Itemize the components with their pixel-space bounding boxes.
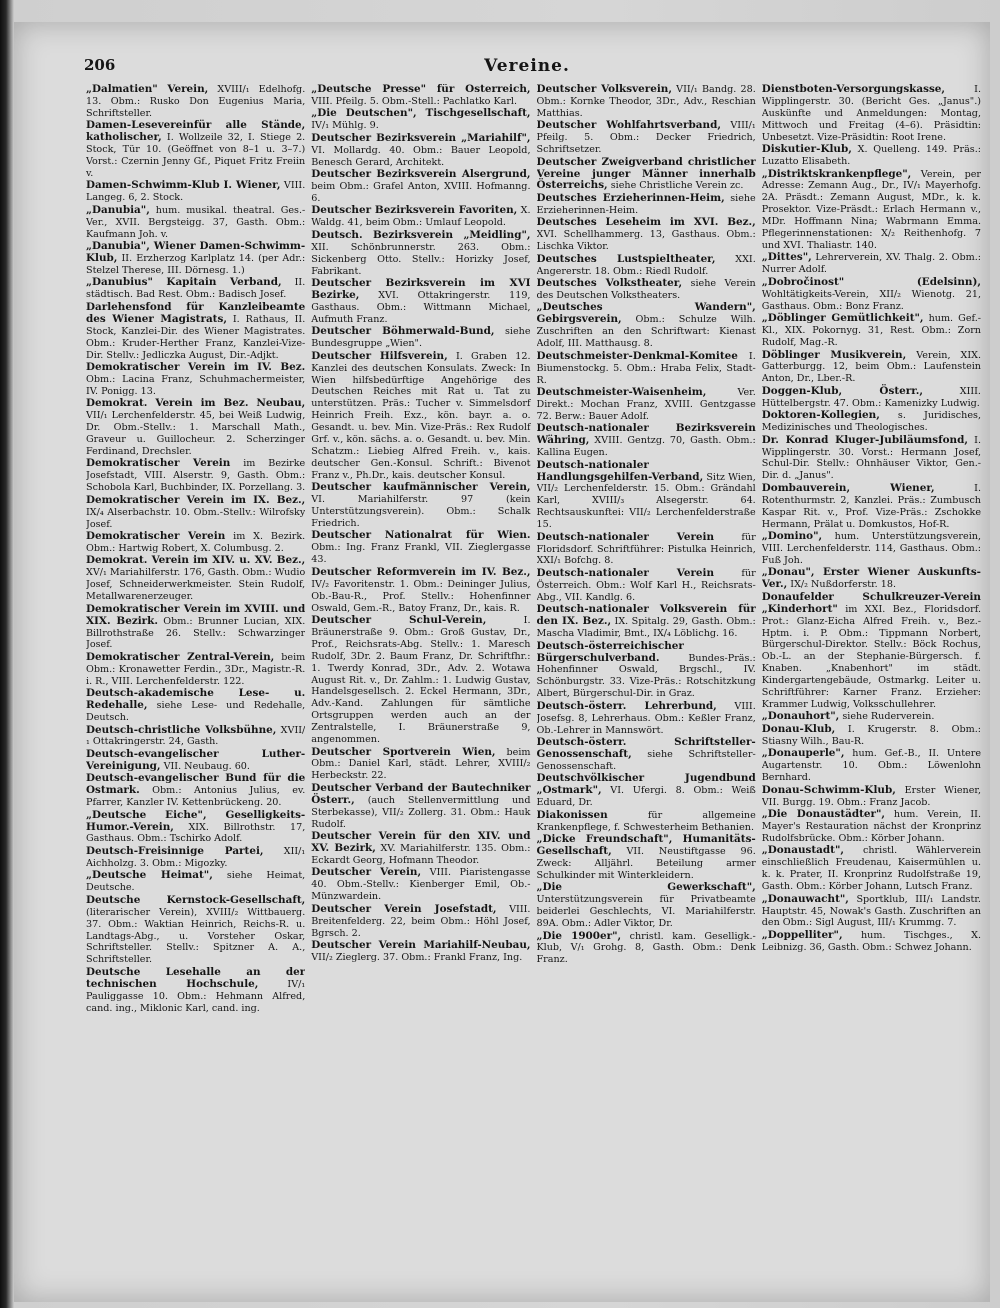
entry-text: christl. kam. Geselligk.-Klub, V/₁ Grohg. 8, Gasth. Obm.: Denk Franz. [536, 930, 756, 966]
entry-text: XV. Mariahilferstr. 135. Obm.: Eckardt Georg, Hofmann Theodor. [311, 843, 531, 866]
entry-heading: „Donauperle", [761, 747, 845, 760]
entry-text: siehe Christliche Verein zc. [607, 180, 744, 192]
entry-text: IX/₂ Nußdorferstr. 18. [787, 579, 896, 591]
entry-heading: Doggen-Klub, Österr., [761, 384, 923, 397]
entry-heading: Demokrat. Verein im XIV. u. XV. Bez., [86, 554, 306, 567]
running-title: Vereine. [484, 56, 570, 76]
entry-text: VI. Mollardg. 40. Obm.: Bauer Leopold, Benesch Gerard, Architekt. [311, 144, 531, 168]
entry-heading: „Deutsches Wandern", Gebirgsverein, [536, 301, 756, 326]
directory-entry [311, 230, 530, 278]
entry-text: Verein, XIX. Gatterburgg. 12, beim Obm.: Laufenstein Anton, Dr., Lber.-R. [761, 349, 981, 385]
entry-heading: „Donau", Erster Wiener Auskunfts-Ver., [761, 566, 981, 591]
directory-entry [86, 205, 305, 241]
directory-entry [762, 350, 981, 386]
entry-text: VI. Ufergi. 8. Obm.: Weiß Eduard, Dr. [536, 785, 756, 809]
entry-heading: Deutsches Volkstheater, [536, 277, 683, 290]
page-header [84, 56, 970, 82]
entry-heading: „Deutsche Eiche", Geselligkeits-Humor.-Verein, [86, 808, 306, 833]
entry-text: VII. Neustiftgasse 96. Zweck: Alljährl. Beteilung armer Schulkinder mit Winterkleidern. [536, 845, 756, 881]
entry-text: im X. Bezirk. Obm.: Hartwig Robert, X. Columbusg. 2. [86, 531, 306, 554]
entry-text: XVI. Schellhammerg. 13, Gasthaus. Obm.: Lischka Viktor. [536, 229, 756, 253]
entry-heading: Deutsch-nationaler Handlungsgehilfen-Verband, [536, 458, 704, 483]
entry-heading: Döblinger Musikverein, [761, 348, 907, 361]
entry-text: siehe Lese- und Redehalle, Deutsch. [86, 700, 306, 724]
entry-heading: Deutsches Lustspieltheater, [536, 252, 716, 265]
entry-text: VIII. Josefsg. 8, Lehrerhaus. Obm.: Keßler Franz, Ob.-Lehrer in Mannswört. [536, 700, 756, 736]
entry-text: siehe Schriftsteller-Genossenschaft. [536, 748, 756, 772]
directory-entry [537, 157, 756, 193]
entry-text: Sitz Wien, VII/₂ Lerchenfelderstr. 15. Obm.: Grändahl Karl, XVIII/₃ Alsegerstr. 64. Rechtsauskunftei: VII/₂ Lerchenfelderstraße 15. [536, 471, 756, 531]
entry-heading: Deutscher Schul-Verein, [311, 614, 487, 626]
entry-heading: Deutsch-nationaler Verein [536, 530, 715, 543]
entry-text: VIII. Pfeilg. 5. Obm.-Stell.: Pachlatko Karl. [311, 95, 518, 107]
entry-heading: Dr. Konrad Kluger-Jubiläumsfond, [761, 433, 968, 446]
directory-entry [86, 725, 305, 749]
entry-text: XII. Schönbrunnerstr. 263. Obm.: Sickenberg Otto. Stellv.: Horizky Josef, Fabrikant. [311, 241, 531, 277]
entry-text: siehe Erzieherinnen-Heim. [536, 192, 756, 216]
entry-heading: Deutscher Böhmerwald-Bund, [311, 325, 495, 338]
entry-text: (literarischer Verein), XVIII/₂ Wittbauerg. 37. Obm.: Waktian Heinrich, Reichs-R. u. Landtags-Abg., u. Vorsteher Oskar, Schriftsteller. Stellv.: Spitzner A. A., Schriftsteller. [86, 906, 306, 966]
entry-text: Ver. Direkt.: Mochan Franz, XVIII. Gentzgasse 72. Berw.: Bauer Adolf. [536, 387, 756, 422]
entry-text: XIII. Hüttelbergstr. 47. Obm.: Kamenizky Ludwig. [761, 385, 981, 409]
directory-entry [86, 846, 305, 870]
directory-entry [86, 773, 305, 809]
entry-text: I. Graben 12. Kanzlei des deutschen Konsulats. Zweck: In Wien hilfsbedürftige Angehörige des Deutschen Reiches mit Rat u. Tat zu unterstützen. Präs.: Tucher v. Simmelsdorf Heinrich Freih. Exz., kön. bayr. a. o. Gesandt. u. bev. Min. Vize-Präs.: Rex Rudolf Grf. v., kön. sächs. a. o. Gesandt. u. bev. Min. Schatzm.: Liebieg Alfred Freih. v., kais. deutscher Gen.-Konsul. Schrift.: Bivenot Franz v., Ph.Dr., kais. deutscher Konsul. [311, 350, 531, 481]
page-number: 206 [84, 56, 116, 74]
entry-heading: Deutscher Bezirksverein im XVI Bezirke, [311, 277, 531, 301]
entry-heading: Deutsches Erzieherinnen-Heim, [536, 191, 725, 204]
directory-entry [537, 931, 756, 967]
entry-heading: Dombauverein, Wiener, [761, 481, 935, 494]
entry-text: XV/₁ Mariahilferstr. 176, Gasth. Obm.: Wudio Josef, Schneiderwerkmeister. Stein Rudolf, Metallwarenerzeuger. [86, 567, 306, 603]
directory-entry [762, 711, 981, 723]
directory-entry [86, 967, 305, 1015]
directory-entry [311, 108, 530, 132]
column-1 [86, 84, 305, 1299]
entry-heading: Deutscher Zweigverband christlicher Vereine junger Männer innerhalb Österreichs, [536, 155, 756, 192]
entry-text: für Floridsdorf. Schriftführer: Pistulka Heinrich, XXI/₁ Bofchg. 8. [536, 531, 756, 567]
entry-heading: Deutsches Leseheim im XVI. Bez., [536, 216, 756, 229]
document-page [14, 22, 990, 1302]
directory-entry [762, 809, 981, 845]
entry-text: XVIII/₁ Edelhofg. 13. Obm.: Rusko Don Eugenius Maria, Schriftsteller. [86, 84, 306, 119]
entry-heading: Deutsche Kernstock-Gesellschaft, [86, 893, 306, 906]
entry-heading: „Die Deutschen", Tischgesellschaft, [311, 107, 531, 120]
directory-entry [86, 84, 305, 120]
entry-heading: Deutsche Lesehalle an der technischen Hochschule, [86, 965, 306, 990]
directory-entry [311, 904, 530, 940]
entry-heading: Deutscher Nationalrat für Wien. [311, 529, 531, 542]
directory-entry [311, 783, 530, 831]
directory-entry [537, 641, 756, 701]
directory-entry [762, 84, 981, 144]
directory-entry [762, 435, 981, 483]
entry-heading: Deutsch-nationaler Volksverein für den IX. Bez., [536, 603, 756, 628]
entry-text: VI. Mariahilferstr. 97 (kein Unterstützungsverein). Obm.: Schalk Friedrich. [311, 494, 531, 529]
entry-text: IV/₂ Favoritenstr. 1. Obm.: Deininger Julius, Ob.-Bau-R., Prof. Stellv.: Hohenfinner Oswald, Gem.-R., Batoy Franz, Dr., kais. R. [311, 578, 531, 614]
entry-text: I. Biumenstockg. 5. Obm.: Hraba Felix, Stadt-R. [536, 350, 756, 386]
entry-text: (auch Stellenvermittlung und Sterbekasse), VII/₂ Zollerg. 31. Obm.: Hauk Rudolf. [311, 794, 531, 830]
entry-heading: „Danubius" Kapitain Verband, [86, 276, 282, 289]
directory-entry [311, 169, 530, 205]
entry-text: VIII. Piaristengasse 40. Obm.-Stellv.: Kienberger Emil, Ob.-Münzwardein. [311, 867, 531, 903]
entry-heading: „Döblinger Gemütlichkeit", [761, 312, 924, 325]
entry-heading: Demokratischer Verein [86, 530, 226, 543]
entry-heading: „Donaustadt", [761, 844, 844, 857]
directory-entry [311, 351, 530, 482]
directory-entry [86, 870, 305, 894]
entry-text: XXI. Angererstr. 18. Obm.: Riedl Rudolf. [536, 253, 756, 277]
entry-text: s. Juridisches, Medizinisches und Theologisches. [761, 410, 981, 434]
directory-entry [537, 568, 756, 604]
entry-heading: „Distriktskrankenpflege", [761, 167, 912, 180]
entry-text: für allgemeine Krankenpflege, f. Schwesterheim Bethanien. [536, 809, 756, 833]
entry-heading: Demokratischer Verein [86, 457, 231, 470]
entry-heading: Demokratischer Zentral-Verein, [86, 650, 275, 663]
entry-text: VII/₂ Zieglerg. 37. Obm.: Frankl Franz, Ing. [311, 951, 523, 963]
directory-entry [537, 120, 756, 156]
directory-entry [311, 482, 530, 530]
entry-text: IX. Spitalg. 29, Gasth. Obm.: Mascha Vladimir, Bmt., IX/₄ Löblichg. 16. [536, 616, 756, 640]
column-2 [311, 84, 530, 1299]
entry-text: hum. Gef.-Kl., XIX. Pokornyg. 31, Rest. Obm.: Zorn Rudolf, Mag.-R. [761, 313, 981, 348]
entry-heading: Damen-Lesevereinfür alle Stände, katholischer, [86, 119, 306, 144]
entry-heading: Deutscher Verein Josefstadt, [311, 902, 497, 915]
entry-text: hum. Gef.-B., II. Untere Augartenstr. 10. Obm.: Löwenlohn Bernhard. [761, 748, 981, 784]
entry-heading: Demokrat. Verein im Bez. Neubau, [86, 397, 306, 410]
entry-text: I. Wollzeile 32, I. Stiege 2. Stock, Tür 10. (Geöffnet von 8–1 u. 3–7.) Vorst.: Czernin Jenny Gf., Piquet Fritz Freiin v. [86, 132, 306, 179]
entry-text: X. Waldg. 41, beim Obm.: Umlauf Leopold. [311, 205, 531, 229]
directory-entry [311, 567, 530, 615]
entry-heading: Deutscher Verein Mariahilf-Neubau, [311, 939, 531, 952]
entry-text: I. Wipplingerstr. 30. Vorst.: Hermann Josef, Schul-Dir. Stellv.: Ohnhäuser Viktor, Gen.-Dir. d. „Janus". [761, 434, 981, 482]
entry-heading: „Die Gewerkschaft", [536, 881, 756, 894]
entry-heading: Deutschmeister-Waisenheim, [536, 386, 707, 398]
directory-entry [86, 555, 305, 603]
entry-heading: Deutscher Verein, [311, 866, 422, 879]
directory-entry [311, 615, 530, 746]
entry-heading: „Deutsche Presse" für Österreich, [311, 84, 531, 95]
entry-heading: Doktoren-Kollegien, [761, 409, 880, 422]
directory-entry [537, 882, 756, 930]
directory-entry [311, 84, 530, 108]
entry-heading: Deutscher Wohlfahrtsverband, [536, 119, 721, 132]
entry-text: VII/₁ Lerchenfelderstr. 45, bei Weiß Ludwig, Dr. Obm.-Stellv.: 1. Marschall Math., Graveur u. Guillocheur. 2. Scherzinger Ferdinand, Drechsler. [86, 410, 306, 457]
directory-entry [86, 810, 305, 846]
entry-text: X. Quelleng. 149. Präs.: Luzatto Elisabeth. [761, 144, 981, 168]
directory-entry [311, 747, 530, 783]
entry-text: siehe Bundesgruppe „Wien". [311, 326, 531, 350]
directory-entry [762, 567, 981, 591]
entry-text: für Österreich. Obm.: Wolf Karl H., Reichsrats-Abg., VII. Kandlg. 6. [536, 567, 756, 603]
entry-text: hum. Unterstützungsverein, VIII. Lerchenfelderstr. 114, Gasthaus. Obm.: Fuß Joh. [761, 531, 981, 566]
directory-entry [537, 351, 756, 387]
entry-text: beim Obm.: Grafel Anton, XVIII. Hofmanng. 6. [311, 181, 531, 204]
entry-heading: Deutscher Verband der Bautechniker Österr., [311, 781, 531, 806]
entry-heading: Diakonissen [536, 808, 608, 821]
entry-heading: Darlehensfond für Kanzleibeamte des Wiener Magistrats, [86, 300, 306, 325]
directory-entry [86, 688, 305, 724]
directory-entry [86, 495, 305, 531]
directory-entry [762, 724, 981, 748]
entry-text: I. Rathaus, II. Stock, Kanzlei-Dir. des Wiener Magistrates. Obm.: Kruder-Herther Franz, Kanzlei-Vize-Dir. Stellv.: Jedliczka August, Dir.-Adjkt. [86, 313, 306, 361]
directory-entry [86, 604, 305, 652]
entry-heading: Demokratischer Verein im XVIII. und XIX. Bezirk. [86, 602, 306, 627]
entry-text: XVI. Ottakringerstr. 119, Gasthaus. Obm.: Wittmann Michael, Aufmuth Franz. [311, 289, 531, 325]
entry-heading: Diskutier-Klub, [761, 143, 852, 156]
entry-text: im XXI. Bez., Floridsdorf. Prot.: Glanz-Eicha Alfred Freih. v., Bez.-Hptm. i. P. Obm.: Tippmann Norbert, Bürgerschul-Direktor. Stellv.: Böck Rochus, Ob.-L. an der Stephanie-Bürgersch. f. Knaben. „Knabenhort" im städt. Kindergartengebäude, Ostmarkg. Leiter u. Schriftführer: Karner Franz. Erzieher: Krammer Ludwig, Volksschullehrer. [761, 603, 981, 710]
entry-text: christl. Wählerverein einschließlich Freudenau, Kaisermühlen u. k. k. Prater, II. Kronprinz Rudolfstraße 19, Gasth. Obm.: Körber Johann, Lutsch Franz. [761, 845, 981, 893]
entry-heading: Deutschmeister-Denkmal-Komitee [536, 349, 738, 362]
entry-text: VII/₁ Bandg. 28. Obm.: Kornke Theodor, 3Dr., Adv., Reschian Matthias. [536, 84, 756, 119]
entry-heading: Deutscher Hilfsverein, [311, 349, 448, 362]
directory-entry [86, 277, 305, 301]
directory-entry [537, 532, 756, 568]
directory-entry [537, 737, 756, 773]
entry-heading: Deutscher Sportverein Wien, [311, 745, 496, 758]
entry-text: IX/₄ Alserbachstr. 10. Obm.-Stellv.: Wilrofsky Josef. [86, 506, 306, 530]
directory-entry [537, 810, 756, 834]
entry-heading: Deutscher Verein für den XIV. und XV. Bezirk, [311, 830, 531, 854]
entry-heading: Demokratischer Verein im IX. Bez., [86, 493, 306, 506]
directory-entry [537, 302, 756, 350]
directory-entry [537, 193, 756, 217]
entry-text: VII. Neubaug. 60. [160, 760, 250, 772]
directory-entry [537, 773, 756, 809]
entry-heading: Demokratischer Verein im IV. Bez. [86, 361, 306, 373]
directory-entry [86, 120, 305, 180]
directory-entry [537, 604, 756, 640]
directory-entry [537, 460, 756, 531]
directory-entry [762, 169, 981, 252]
entry-heading: Donau-Schwimm-Klub, [761, 783, 896, 796]
directory-entry [537, 701, 756, 737]
directory-entry [86, 241, 305, 277]
directory-entry [762, 277, 981, 313]
entry-heading: Deutsch-nationaler Bezirksverein Währing, [536, 422, 756, 447]
directory-entry [762, 483, 981, 531]
directory-entry [762, 845, 981, 893]
directory-entry [311, 530, 530, 566]
entry-text: Bundes-Präs.: Hohenfinner Oswald, Brgschl., IV. Schönburgstr. 33. Vize-Präs.: Rotschitzkung Albert, Bürgerschul-Dir. in Graz. [536, 652, 756, 700]
column-3 [537, 84, 756, 1299]
directory-entry [537, 254, 756, 278]
entry-text: XIX. Billrothstr. 17, Gasthaus. Obm.: Tschirko Adolf. [86, 821, 306, 845]
entry-text: Sportklub, III/₁ Landstr. Hauptstr. 45, Nowak's Gasth. Zuschriften an den Obm.: Sigl August, III/₁ Krummg. 7. [761, 893, 981, 929]
entry-text: beim Obm.: Kronawetter Ferdin., 3Dr., Magistr.-R. i. R., VIII. Lerchenfelderstr. 122. [86, 651, 306, 687]
directory-entry [762, 410, 981, 434]
entry-heading: „Doppelliter", [761, 928, 843, 941]
entry-heading: „Die Donaustädter", [761, 808, 886, 821]
entry-heading: „Dalmatien" Verein, [86, 84, 209, 95]
entry-text: VIII. Breitenfelderg. 22, beim Obm.: Höhl Josef, Bgrsch. 2. [311, 903, 531, 939]
entry-heading: Deutscher Bezirksverein „Mariahilf", [311, 131, 531, 144]
entry-heading: Damen-Schwimm-Klub I. Wiener, [86, 179, 281, 192]
directory-entry [762, 748, 981, 784]
entry-heading: „Dittes", [761, 251, 812, 264]
entry-heading: „Donauhort", [761, 710, 840, 723]
entry-heading: Deutsch-christliche Volksbühne, [86, 723, 277, 736]
directory-entry [762, 252, 981, 276]
entry-heading: Deutsch-Freisinnige Partei, [86, 844, 264, 857]
entry-heading: Deutsch-evangelischer Luther-Vereinigung, [86, 747, 306, 772]
entry-heading: Deutschvölkischer Jugendbund „Ostmark", [536, 772, 756, 797]
directory-entry [762, 930, 981, 954]
directory-entry [537, 84, 756, 120]
directory-entry [762, 894, 981, 930]
directory-entry [86, 180, 305, 204]
entry-heading: Donau-Klub, [761, 722, 836, 735]
directory-entry [86, 531, 305, 555]
entry-text: Obm.: Ing. Franz Frankl, VII. Zieglergasse 43. [311, 542, 531, 566]
column-4 [762, 84, 981, 1299]
entry-heading: „Danubia", Wiener Damen-Schwimm-Klub, [86, 240, 306, 265]
directory-entry [86, 398, 305, 458]
directory-entry [537, 217, 756, 253]
directory-entry [537, 423, 756, 459]
entry-text: Unterstützungsverein für Privatbeamte beiderlei Geschlechts, VI. Mariahilferstr. 89A. Obm.: Adler Viktor, Dr. [536, 894, 756, 929]
directory-entry [762, 531, 981, 567]
entry-heading: Deutsch-evangelischer Bund für die Ostmark. [86, 772, 306, 797]
directory-entry [762, 386, 981, 410]
directory-entry [311, 326, 530, 350]
directory-entry [86, 302, 305, 362]
entry-heading: Donaufelder Schulkreuzer-Verein „Kinderhort" [761, 590, 981, 615]
entry-text: Obm.: Antonius Julius, ev. Pfarrer, Kanzler IV. Kettenbrückeng. 20. [86, 785, 306, 809]
directory-entry [311, 940, 530, 964]
entry-heading: Deutsch-österreichischer Bürgerschulverband. [536, 639, 684, 664]
entry-text: hum. Verein, II. Mayer's Restauration nächst der Kronprinz Rudolfsbrücke. Obm.: Körber Johann. [761, 809, 981, 844]
entry-text: VIII. Langeg. 6, 2. Stock. [86, 180, 306, 204]
entry-heading: Deutscher Bezirksverein Alsergrund, [311, 168, 531, 181]
entry-heading: Deutscher Volksverein, [536, 84, 672, 95]
entry-text: Obm.: Schulze Wilh. Zuschriften an den Schriftwart: Kienast Adolf, III. Matthausg. 8. [536, 314, 756, 350]
directory-entry [311, 278, 530, 326]
entry-text: im Bezirke Josefstadt, VIII. Alserstr. 9, Gasth. Obm.: Schobola Karl, Buchbinder, IX. Porzellang. 3. [86, 458, 306, 494]
directory-entry [86, 458, 305, 494]
entry-text: beim Obm.: Daniel Karl, städt. Lehrer, XVIII/₂ Herbeckstr. 22. [311, 746, 531, 782]
entry-text: Obm.: Brunner Lucian, XIX. Billrothstraße 26. Stellv.: Schwarzinger Josef. [86, 615, 306, 651]
entry-text: IV/₁ Pauliggasse 10. Obm.: Hehmann Alfred, cand. ing., Miklonic Karl, cand. ing. [86, 978, 306, 1014]
directory-entry [86, 362, 305, 398]
entry-heading: Deutsch-nationaler Verein [536, 566, 715, 579]
directory-entry [86, 749, 305, 773]
entry-text: XII/₁ Aichholzg. 3. Obm.: Migozky. [86, 845, 306, 869]
entry-text: hum. Tischges., X. Leibnizg. 36, Gasth. Obm.: Schwez Johann. [761, 929, 981, 953]
entry-text: VIII/₁ Pfeilg. 5. Obm.: Decker Friedrich, Schriftsetzer. [536, 120, 756, 156]
entry-text: Lehrerverein, XV. Thalg. 2. Obm.: Nurrer Adolf. [761, 252, 981, 276]
entry-heading: Dienstboten-Versorgungskasse, [761, 84, 946, 95]
entry-text: Obm.: Lacina Franz, Schuhmachermeister, IV. Ponigg. 13. [86, 373, 306, 397]
entry-heading: Deutsch. Bezirksverein „Meidling", [311, 228, 531, 241]
entry-heading: „Dicke Freundschaft", Humanitäts-Gesellschaft, [536, 833, 756, 857]
entry-text: siehe Verein des Deutschen Volkstheaters. [536, 278, 756, 301]
directory-entry [537, 834, 756, 882]
entry-text: Verein, per Adresse: Zemann Aug., Dr., IV/₁ Mayerhofg. 2A. Präsdt.: Zemann August, MDr., k. k. Prosektor. Vize-Präsdt.: Erlach Hermann v., MDr. Hoffmann Nina; Wabrmann Emma. Pflegerinnenstationen: X/₂ Reithenhofg. 7 und XVI. Thaliastr. 140. [761, 168, 981, 251]
entry-text: I. Bräunerstraße 9. Obm.: Groß Gustav, Dr., Prof., Reichsrats-Abg. Stellv.: 1. Maresch Rudolf, 3Dr. 2. Baum Franz, Dr. Schriftfhr.: 1. Twerdy Konrad, 3Dr., Adv. 2. Wotawa August Rit. v., Dr. Zahlm.: 1. Ludwig Gustav, Handelsgesellsch. 2. Eckel Hermann, 3Dr., Adv.-Kand. Zahlungen für sämtliche Ortsgruppen werden auch an der Zentralstelle, I. Bräunerstraße 9, angenommen. [311, 615, 531, 746]
entry-heading: „Deutsche Heimat", [86, 869, 213, 882]
entry-text: XVII/₁ Ottakringerstr. 24, Gasth. [86, 724, 306, 748]
entry-text: II. städtisch. Bad Rest. Obm.: Badisch Josef. [86, 277, 306, 301]
entry-heading: Deutscher Bezirksverein Favoriten, [311, 204, 518, 217]
directory-entry [537, 278, 756, 302]
entry-heading: „Dobročinost" (Edelsinn), [761, 275, 981, 288]
entry-heading: Deutsch-akademische Lese- u. Redehalle, [86, 687, 306, 712]
entry-text: siehe Heimat, Deutsche. [86, 870, 306, 894]
entry-text: IV/₁ Mühlg. 9. [311, 120, 379, 132]
entry-heading: Deutsch-österr. Schriftsteller-Genossenschaft, [536, 736, 756, 760]
directory-entry [86, 652, 305, 688]
directory-entry [762, 785, 981, 809]
entry-text: Wohltätigkeits-Verein, XII/₂ Wienotg. 21, Gasthaus. Obm.: Bonz Franz. [761, 288, 981, 312]
directory-entry [537, 387, 756, 423]
directory-entry [311, 831, 530, 867]
directory-entry [762, 592, 981, 711]
entry-text: I. Wipplingerstr. 30. (Bericht Ges. „Janus".) Auskünfte und Anmeldungen: Montag, Mittwoch und Freitag (4–6). Präsidtin: Unbesetzt. Vize-Präsidtin: Root Irene. [761, 84, 981, 143]
entry-text: XVIII. Gentzg. 70, Gasth. Obm.: Kallina Eugen. [536, 435, 756, 459]
directory-entry [762, 144, 981, 168]
entry-text: hum. musikal. theatral. Ges.-Ver., XVII. Bergsteigg. 37, Gasth. Obm.: Kaufmann Joh. v. [86, 204, 306, 240]
entry-text: II. Erzherzog Karlplatz 14. (per Adr.: Stelzel Therese, III. Dörnesg. 1.) [86, 253, 306, 276]
directory-entry [86, 895, 305, 966]
entry-heading: Deutscher kaufmännischer Verein, [311, 481, 531, 494]
entry-text: Erster Wiener, VII. Burgg. 19. Obm.: Franz Jacob. [761, 784, 981, 808]
entry-heading: „Domino", [761, 530, 823, 543]
entry-heading: Deutscher Reformverein im IV. Bez., [311, 565, 531, 578]
directory-entry [762, 313, 981, 349]
entry-text: siehe Ruderverein. [839, 711, 935, 723]
entry-heading: „Danubia", [86, 203, 150, 216]
entry-heading: „Die 1900er", [536, 929, 622, 942]
entry-heading: Deutsch-österr. Lehrerbund, [536, 699, 717, 712]
directory-entry [311, 133, 530, 169]
entry-text: I. Krugerstr. 8. Obm.: Stiasny Wilh., Bau-R. [761, 723, 981, 747]
entry-heading: „Donauwacht", [761, 892, 849, 905]
columns [86, 84, 981, 1299]
directory-entry [311, 205, 530, 229]
directory-entry [311, 867, 530, 903]
entry-text: I. Rotenthurmstr. 2, Kanzlei. Präs.: Zumbusch Kaspar Rit. v., Prof. Vize-Präs.: Zschokke Hermann, Prälat u. Domkustos, Hof-R. [761, 482, 981, 530]
